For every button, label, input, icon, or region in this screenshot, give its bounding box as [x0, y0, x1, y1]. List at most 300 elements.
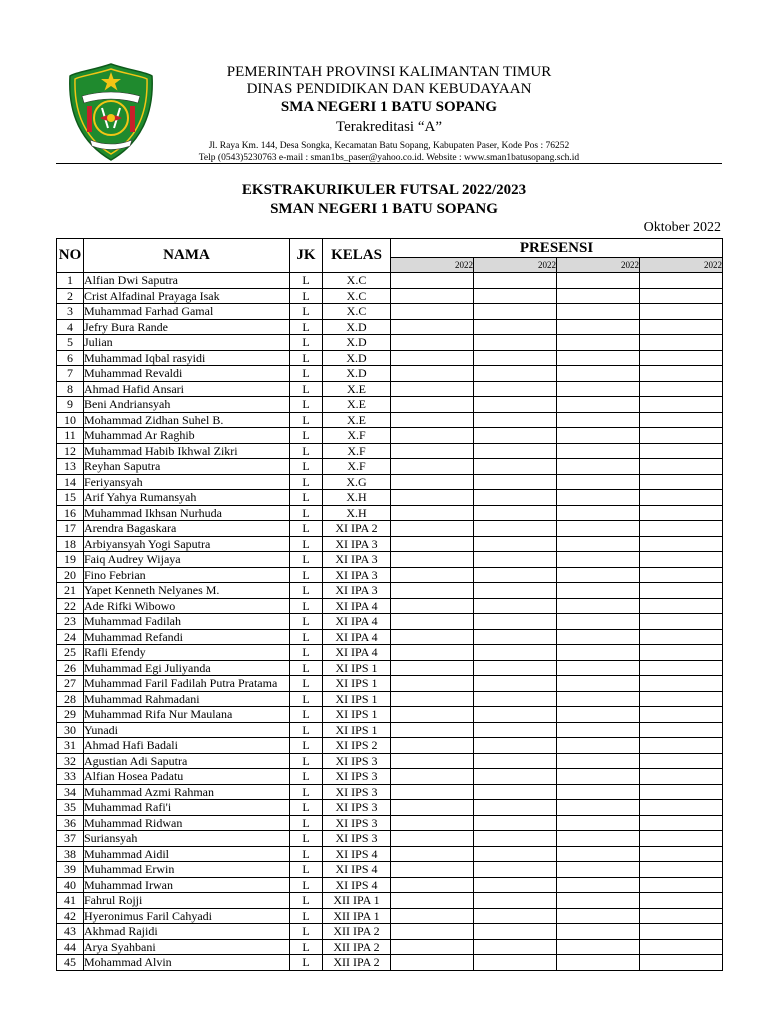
attendance-cell[interactable] [474, 846, 557, 862]
student-name: Akhmad Rajidi [84, 924, 290, 940]
attendance-cell[interactable] [474, 288, 557, 304]
student-gender: L [290, 319, 323, 335]
row-number: 19 [57, 552, 84, 568]
attendance-cell[interactable] [474, 614, 557, 630]
attendance-cell[interactable] [474, 583, 557, 599]
attendance-cell[interactable] [557, 862, 640, 878]
attendance-cell[interactable] [474, 955, 557, 971]
attendance-cell[interactable] [474, 552, 557, 568]
attendance-cell[interactable] [557, 769, 640, 785]
student-name: Muhammad Aidil [84, 846, 290, 862]
student-name: Arya Syahbani [84, 939, 290, 955]
attendance-cell[interactable] [391, 319, 474, 335]
date-cell: 2022 [640, 258, 723, 273]
row-number: 17 [57, 521, 84, 537]
attendance-cell[interactable] [557, 567, 640, 583]
attendance-cell[interactable] [391, 862, 474, 878]
attendance-cell[interactable] [640, 614, 723, 630]
student-class: XI IPS 4 [323, 846, 391, 862]
student-name: Yunadi [84, 722, 290, 738]
table-row [57, 815, 723, 831]
attendance-cell[interactable] [557, 474, 640, 490]
attendance-cell[interactable] [557, 443, 640, 459]
table-row [57, 366, 723, 382]
attendance-cell[interactable] [391, 567, 474, 583]
table-row [57, 273, 723, 289]
student-name: Reyhan Saputra [84, 459, 290, 475]
table-row [57, 955, 723, 971]
attendance-cell[interactable] [557, 319, 640, 335]
attendance-cell[interactable] [557, 846, 640, 862]
attendance-cell[interactable] [391, 350, 474, 366]
attendance-cell[interactable] [640, 707, 723, 723]
attendance-cell[interactable] [557, 784, 640, 800]
attendance-cell[interactable] [640, 629, 723, 645]
attendance-cell[interactable] [391, 753, 474, 769]
student-class: XI IPS 3 [323, 769, 391, 785]
attendance-cell[interactable] [391, 769, 474, 785]
student-gender: L [290, 924, 323, 940]
attendance-cell[interactable] [557, 598, 640, 614]
student-gender: L [290, 474, 323, 490]
student-class: XI IPS 1 [323, 660, 391, 676]
attendance-cell[interactable] [474, 877, 557, 893]
attendance-cell[interactable] [557, 815, 640, 831]
attendance-cell[interactable] [557, 738, 640, 754]
attendance-cell[interactable] [391, 645, 474, 661]
attendance-cell[interactable] [474, 412, 557, 428]
student-gender: L [290, 567, 323, 583]
student-name: Mohammad Alvin [84, 955, 290, 971]
student-gender: L [290, 815, 323, 831]
student-gender: L [290, 552, 323, 568]
row-number: 16 [57, 505, 84, 521]
attendance-cell[interactable] [474, 273, 557, 289]
student-gender: L [290, 676, 323, 692]
attendance-cell[interactable] [640, 536, 723, 552]
attendance-cell[interactable] [640, 753, 723, 769]
attendance-cell[interactable] [474, 691, 557, 707]
attendance-cell[interactable] [474, 443, 557, 459]
attendance-cell[interactable] [391, 459, 474, 475]
student-gender: L [290, 598, 323, 614]
table-row [57, 381, 723, 397]
row-number: 34 [57, 784, 84, 800]
attendance-cell[interactable] [640, 939, 723, 955]
date-cell: 2022 [557, 258, 640, 273]
attendance-cell[interactable] [640, 474, 723, 490]
student-class: XII IPA 2 [323, 924, 391, 940]
attendance-cell[interactable] [391, 815, 474, 831]
row-number: 28 [57, 691, 84, 707]
header-class: KELAS [323, 239, 391, 273]
attendance-cell[interactable] [391, 366, 474, 382]
attendance-cell[interactable] [474, 800, 557, 816]
attendance-cell[interactable] [391, 598, 474, 614]
student-class: XI IPA 3 [323, 552, 391, 568]
attendance-cell[interactable] [557, 877, 640, 893]
attendance-cell[interactable] [391, 831, 474, 847]
attendance-cell[interactable] [474, 924, 557, 940]
attendance-cell[interactable] [391, 443, 474, 459]
attendance-cell[interactable] [557, 660, 640, 676]
attendance-cell[interactable] [391, 893, 474, 909]
attendance-cell[interactable] [391, 691, 474, 707]
attendance-cell[interactable] [640, 598, 723, 614]
student-class: XI IPS 2 [323, 738, 391, 754]
date-cell: 2022 [474, 258, 557, 273]
attendance-cell[interactable] [391, 474, 474, 490]
row-number: 42 [57, 908, 84, 924]
student-name: Feriyansyah [84, 474, 290, 490]
table-row [57, 924, 723, 940]
attendance-cell[interactable] [474, 722, 557, 738]
table-row [57, 350, 723, 366]
attendance-cell[interactable] [391, 583, 474, 599]
attendance-cell[interactable] [557, 397, 640, 413]
row-number: 45 [57, 955, 84, 971]
student-gender: L [290, 273, 323, 289]
table-row [57, 412, 723, 428]
school-name: SMA NEGERI 1 BATU SOPANG [280, 99, 498, 115]
attendance-cell[interactable] [557, 459, 640, 475]
row-number: 12 [57, 443, 84, 459]
attendance-cell[interactable] [391, 412, 474, 428]
attendance-cell[interactable] [557, 629, 640, 645]
attendance-cell[interactable] [640, 459, 723, 475]
table-row [57, 490, 723, 506]
attendance-cell[interactable] [474, 474, 557, 490]
student-class: XI IPS 4 [323, 877, 391, 893]
attendance-cell[interactable] [474, 459, 557, 475]
attendance-cell[interactable] [640, 908, 723, 924]
attendance-cell[interactable] [640, 505, 723, 521]
attendance-cell[interactable] [391, 552, 474, 568]
attendance-cell[interactable] [474, 350, 557, 366]
student-name: Mohammad Zidhan Suhel B. [84, 412, 290, 428]
attendance-cell[interactable] [640, 366, 723, 382]
attendance-cell[interactable] [557, 583, 640, 599]
table-row [57, 598, 723, 614]
attendance-cell[interactable] [640, 955, 723, 971]
attendance-cell[interactable] [557, 893, 640, 909]
student-gender: L [290, 629, 323, 645]
student-name: Crist Alfadinal Prayaga Isak [84, 288, 290, 304]
attendance-cell[interactable] [474, 490, 557, 506]
student-name: Muhammad Erwin [84, 862, 290, 878]
attendance-cell[interactable] [640, 412, 723, 428]
student-class: XI IPA 3 [323, 567, 391, 583]
attendance-cell[interactable] [640, 784, 723, 800]
attendance-cell[interactable] [640, 552, 723, 568]
attendance-cell[interactable] [474, 505, 557, 521]
attendance-cell[interactable] [557, 490, 640, 506]
student-gender: L [290, 939, 323, 955]
student-name: Ade Rifki Wibowo [84, 598, 290, 614]
attendance-cell[interactable] [474, 862, 557, 878]
attendance-cell[interactable] [557, 381, 640, 397]
attendance-cell[interactable] [557, 676, 640, 692]
attendance-cell[interactable] [640, 877, 723, 893]
attendance-cell[interactable] [640, 350, 723, 366]
student-name: Arbiyansyah Yogi Saputra [84, 536, 290, 552]
attendance-cell[interactable] [474, 598, 557, 614]
row-number: 30 [57, 722, 84, 738]
attendance-cell[interactable] [557, 536, 640, 552]
attendance-cell[interactable] [640, 846, 723, 862]
attendance-cell[interactable] [391, 428, 474, 444]
attendance-cell[interactable] [474, 397, 557, 413]
attendance-cell[interactable] [557, 800, 640, 816]
attendance-cell[interactable] [474, 893, 557, 909]
student-gender: L [290, 490, 323, 506]
attendance-cell[interactable] [474, 319, 557, 335]
attendance-cell[interactable] [391, 924, 474, 940]
attendance-cell[interactable] [474, 335, 557, 351]
attendance-cell[interactable] [557, 335, 640, 351]
attendance-cell[interactable] [557, 505, 640, 521]
student-name: Suriansyah [84, 831, 290, 847]
row-number: 40 [57, 877, 84, 893]
student-name: Muhammad Iqbal rasyidi [84, 350, 290, 366]
attendance-cell[interactable] [557, 707, 640, 723]
attendance-cell[interactable] [640, 831, 723, 847]
attendance-cell[interactable] [557, 412, 640, 428]
attendance-cell[interactable] [474, 645, 557, 661]
student-gender: L [290, 505, 323, 521]
attendance-cell[interactable] [391, 846, 474, 862]
attendance-cell[interactable] [474, 908, 557, 924]
student-class: X.D [323, 350, 391, 366]
student-name: Muhammad Faril Fadilah Putra Pratama [84, 676, 290, 692]
attendance-cell[interactable] [474, 428, 557, 444]
student-name: Beni Andriansyah [84, 397, 290, 413]
attendance-cell[interactable] [557, 273, 640, 289]
student-class: X.H [323, 490, 391, 506]
row-number: 8 [57, 381, 84, 397]
row-number: 37 [57, 831, 84, 847]
student-class: X.C [323, 288, 391, 304]
attendance-cell[interactable] [474, 831, 557, 847]
student-class: XI IPA 2 [323, 521, 391, 537]
letterhead [0, 0, 768, 170]
student-class: X.F [323, 443, 391, 459]
table-row [57, 939, 723, 955]
attendance-cell[interactable] [474, 769, 557, 785]
attendance-cell[interactable] [640, 691, 723, 707]
attendance-cell[interactable] [391, 738, 474, 754]
attendance-cell[interactable] [474, 753, 557, 769]
attendance-cell[interactable] [557, 939, 640, 955]
attendance-cell[interactable] [391, 908, 474, 924]
student-gender: L [290, 955, 323, 971]
row-number: 39 [57, 862, 84, 878]
attendance-cell[interactable] [474, 366, 557, 382]
table-row [57, 800, 723, 816]
table-row [57, 676, 723, 692]
attendance-cell[interactable] [391, 939, 474, 955]
attendance-cell[interactable] [391, 490, 474, 506]
attendance-cell[interactable] [640, 893, 723, 909]
attendance-cell[interactable] [640, 862, 723, 878]
student-class: X.C [323, 304, 391, 320]
attendance-cell[interactable] [557, 521, 640, 537]
attendance-cell[interactable] [557, 645, 640, 661]
row-number: 38 [57, 846, 84, 862]
student-class: XI IPA 3 [323, 583, 391, 599]
attendance-cell[interactable] [640, 645, 723, 661]
attendance-cell[interactable] [640, 800, 723, 816]
attendance-cell[interactable] [557, 691, 640, 707]
attendance-cell[interactable] [391, 397, 474, 413]
student-class: XI IPS 3 [323, 815, 391, 831]
contact-info: Telp (0543)5230763 e-mail : sman1bs_paser@yahoo.co.id. Website : www.sman1batusopang.sch.id [198, 153, 580, 163]
table-row [57, 753, 723, 769]
attendance-cell[interactable] [557, 908, 640, 924]
student-name: Fahrul Rojji [84, 893, 290, 909]
student-name: Muhammad Ar Raghib [84, 428, 290, 444]
attendance-cell[interactable] [640, 924, 723, 940]
attendance-cell[interactable] [391, 288, 474, 304]
student-class: X.G [323, 474, 391, 490]
attendance-cell[interactable] [391, 381, 474, 397]
table-row [57, 583, 723, 599]
attendance-cell[interactable] [640, 335, 723, 351]
attendance-cell[interactable] [640, 273, 723, 289]
attendance-cell[interactable] [640, 521, 723, 537]
document-subtitle: SMAN NEGERI 1 BATU SOPANG [270, 201, 498, 217]
attendance-cell[interactable] [557, 831, 640, 847]
row-number: 44 [57, 939, 84, 955]
attendance-cell[interactable] [391, 676, 474, 692]
attendance-cell[interactable] [474, 304, 557, 320]
attendance-cell[interactable] [474, 567, 557, 583]
attendance-cell[interactable] [640, 738, 723, 754]
attendance-cell[interactable] [391, 304, 474, 320]
table-row [57, 862, 723, 878]
attendance-cell[interactable] [640, 288, 723, 304]
student-class: XI IPS 3 [323, 784, 391, 800]
header-attendance: PRESENSI [391, 239, 723, 258]
attendance-cell[interactable] [557, 722, 640, 738]
attendance-cell[interactable] [640, 319, 723, 335]
attendance-cell[interactable] [640, 381, 723, 397]
attendance-cell[interactable] [391, 614, 474, 630]
attendance-cell[interactable] [474, 536, 557, 552]
attendance-cell[interactable] [391, 505, 474, 521]
attendance-cell[interactable] [391, 521, 474, 537]
row-number: 6 [57, 350, 84, 366]
month-label: Oktober 2022 [643, 220, 721, 235]
attendance-cell[interactable] [640, 397, 723, 413]
student-gender: L [290, 893, 323, 909]
attendance-cell[interactable] [391, 784, 474, 800]
attendance-cell[interactable] [640, 660, 723, 676]
student-gender: L [290, 660, 323, 676]
attendance-cell[interactable] [640, 304, 723, 320]
attendance-cell[interactable] [557, 366, 640, 382]
attendance-cell[interactable] [640, 443, 723, 459]
attendance-table [56, 238, 723, 971]
attendance-cell[interactable] [557, 753, 640, 769]
attendance-cell[interactable] [391, 660, 474, 676]
attendance-cell[interactable] [474, 815, 557, 831]
student-name: Yapet Kenneth Nelyanes M. [84, 583, 290, 599]
attendance-cell[interactable] [474, 939, 557, 955]
table-row [57, 846, 723, 862]
attendance-cell[interactable] [474, 707, 557, 723]
table-row [57, 397, 723, 413]
attendance-cell[interactable] [557, 924, 640, 940]
attendance-cell[interactable] [474, 381, 557, 397]
student-gender: L [290, 288, 323, 304]
student-name: Faiq Audrey Wijaya [84, 552, 290, 568]
attendance-cell[interactable] [557, 955, 640, 971]
attendance-cell[interactable] [474, 521, 557, 537]
attendance-cell[interactable] [474, 660, 557, 676]
student-class: XI IPS 3 [323, 753, 391, 769]
attendance-cell[interactable] [640, 769, 723, 785]
row-number: 36 [57, 815, 84, 831]
row-number: 21 [57, 583, 84, 599]
student-class: XI IPS 1 [323, 722, 391, 738]
student-class: XI IPA 4 [323, 629, 391, 645]
attendance-cell[interactable] [391, 722, 474, 738]
attendance-cell[interactable] [391, 273, 474, 289]
table-row [57, 614, 723, 630]
attendance-cell[interactable] [391, 955, 474, 971]
attendance-cell[interactable] [474, 784, 557, 800]
table-row [57, 769, 723, 785]
attendance-cell[interactable] [557, 552, 640, 568]
student-class: X.E [323, 381, 391, 397]
student-name: Muhammad Fadilah [84, 614, 290, 630]
attendance-cell[interactable] [391, 629, 474, 645]
attendance-cell[interactable] [557, 288, 640, 304]
attendance-cell[interactable] [474, 676, 557, 692]
table-row [57, 831, 723, 847]
attendance-cell[interactable] [640, 567, 723, 583]
attendance-cell[interactable] [640, 583, 723, 599]
attendance-cell[interactable] [391, 800, 474, 816]
attendance-cell[interactable] [640, 490, 723, 506]
attendance-cell[interactable] [474, 629, 557, 645]
attendance-cell[interactable] [640, 722, 723, 738]
student-class: X.D [323, 319, 391, 335]
row-number: 24 [57, 629, 84, 645]
table-row [57, 428, 723, 444]
attendance-cell[interactable] [391, 536, 474, 552]
attendance-cell[interactable] [557, 350, 640, 366]
attendance-cell[interactable] [557, 304, 640, 320]
attendance-cell[interactable] [391, 707, 474, 723]
student-name: Muhammad Revaldi [84, 366, 290, 382]
attendance-cell[interactable] [557, 614, 640, 630]
attendance-cell[interactable] [640, 428, 723, 444]
attendance-cell[interactable] [474, 738, 557, 754]
attendance-cell[interactable] [557, 428, 640, 444]
letterhead-text [160, 64, 618, 164]
student-gender: L [290, 443, 323, 459]
attendance-cell[interactable] [391, 877, 474, 893]
header-name: NAMA [84, 239, 290, 273]
attendance-cell[interactable] [640, 676, 723, 692]
attendance-cell[interactable] [640, 815, 723, 831]
header-gender: JK [290, 239, 323, 273]
student-name: Muhammad Ikhsan Nurhuda [84, 505, 290, 521]
student-gender: L [290, 366, 323, 382]
attendance-cell[interactable] [391, 335, 474, 351]
